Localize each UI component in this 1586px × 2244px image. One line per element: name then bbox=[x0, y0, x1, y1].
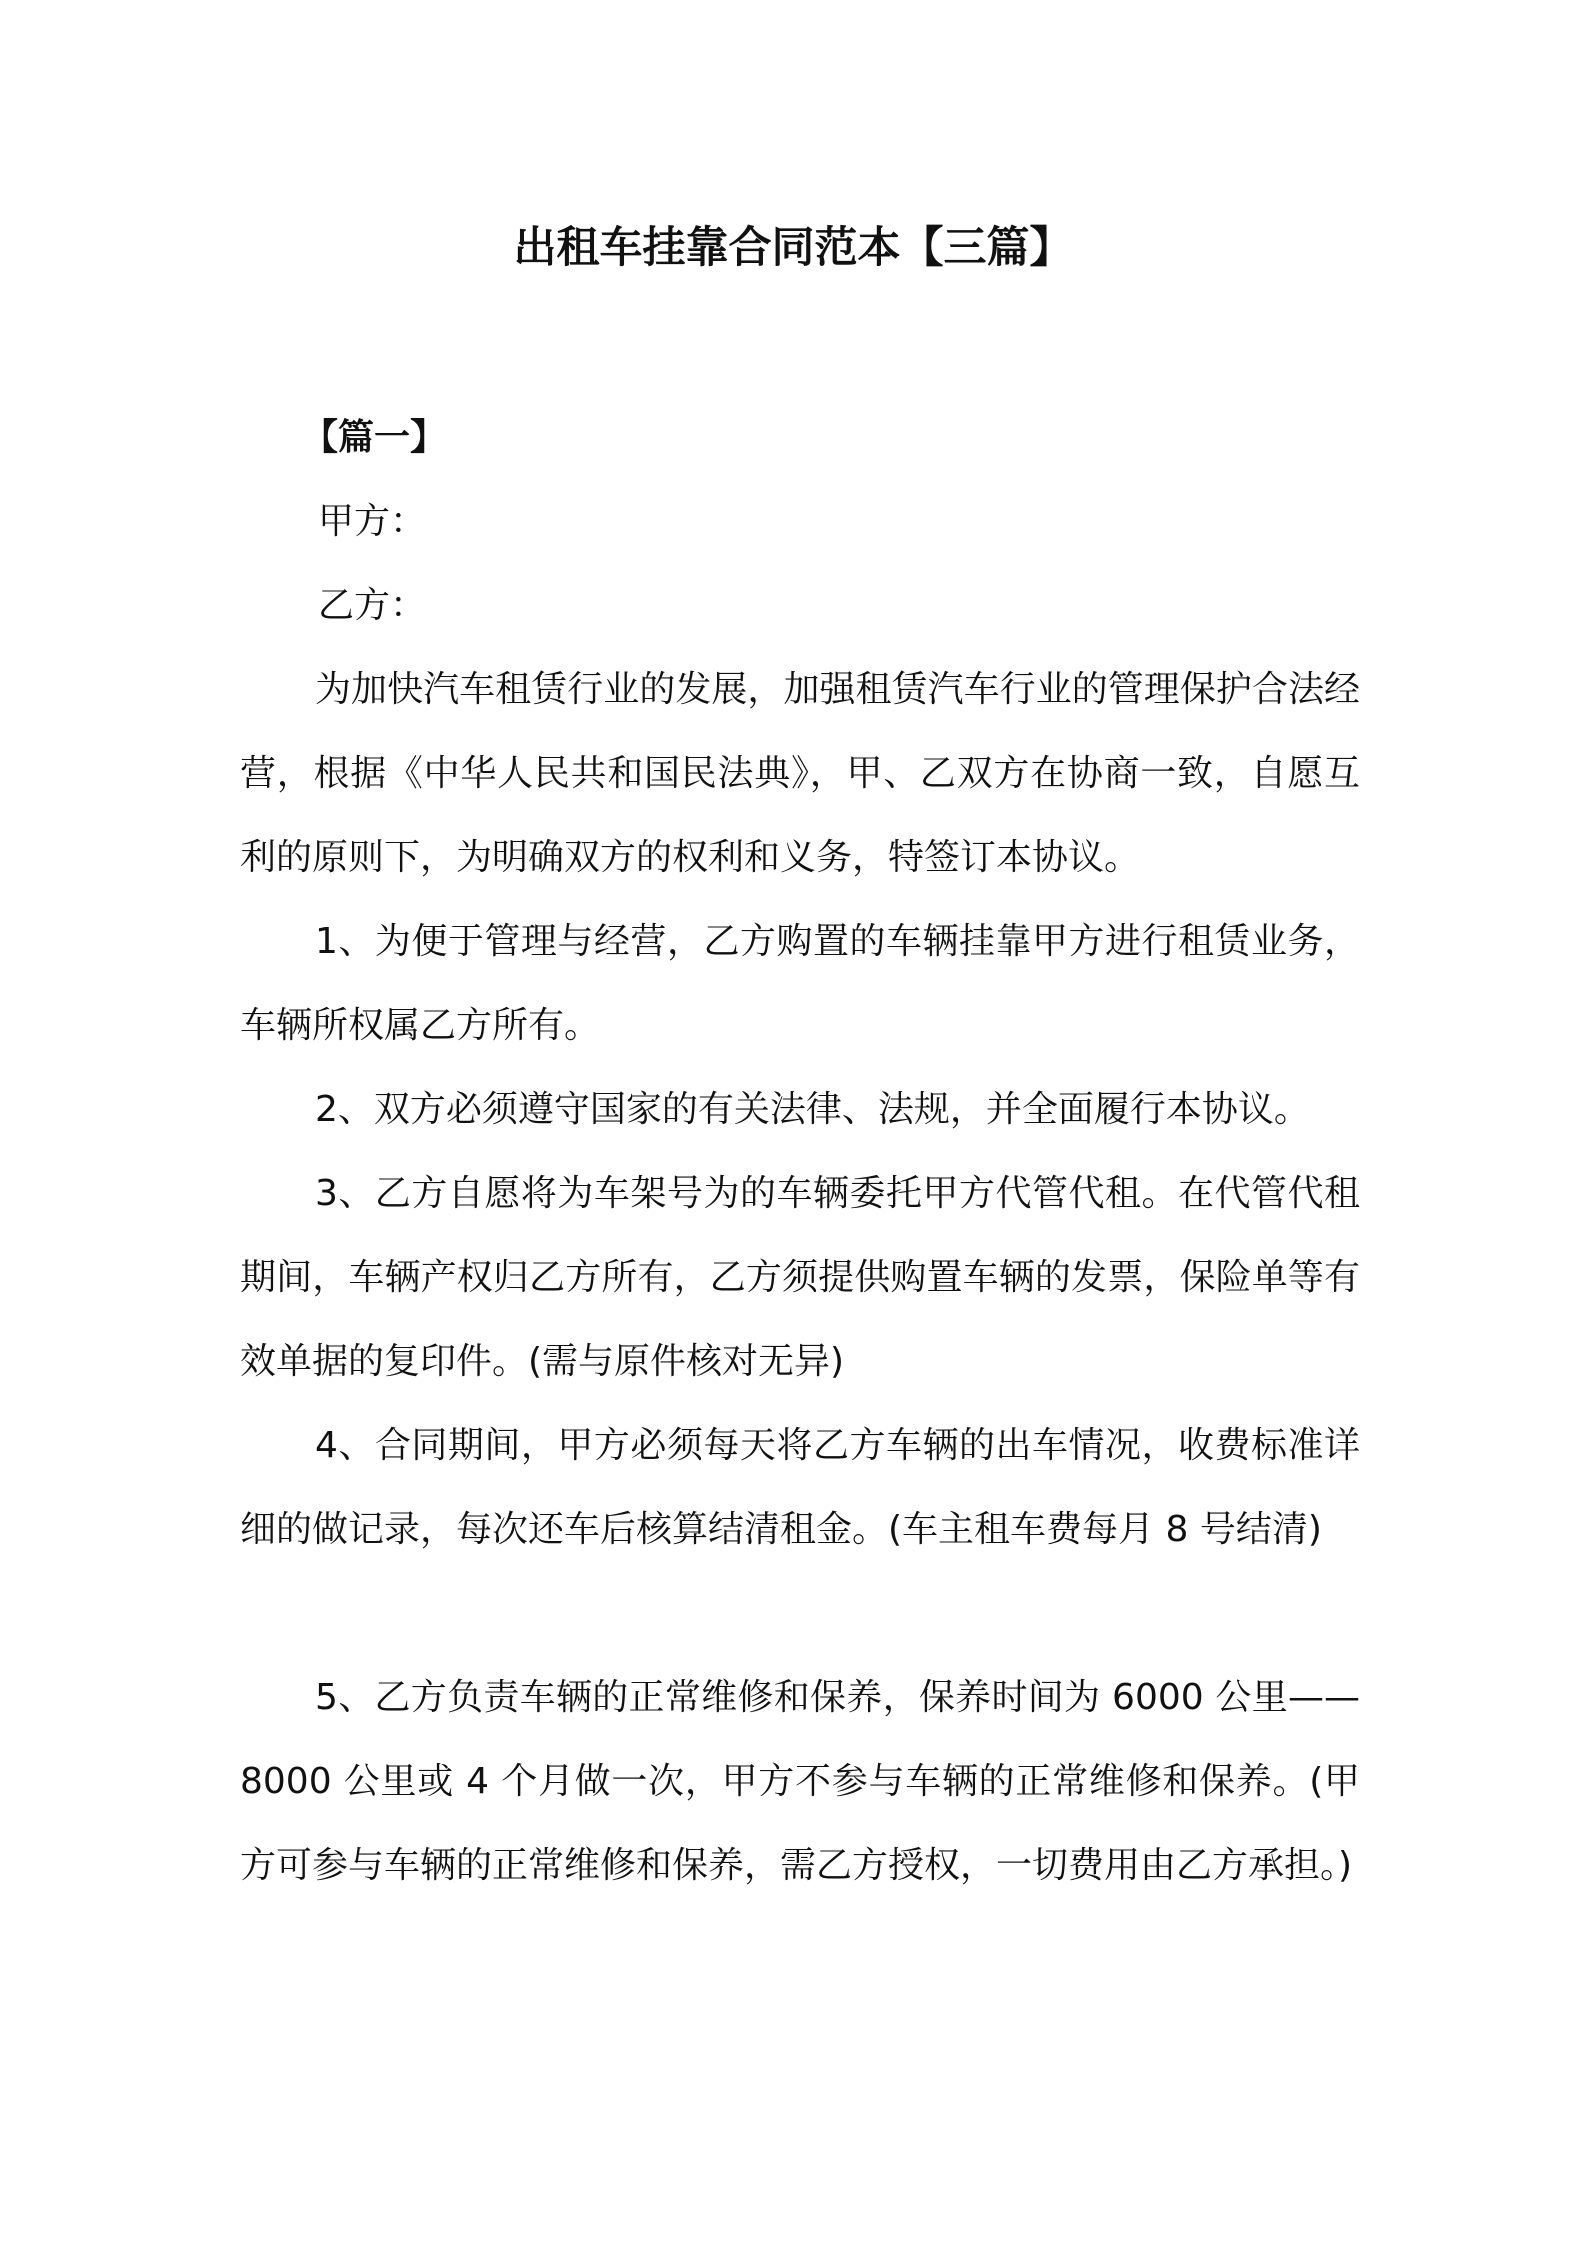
document-title: 出租车挂靠合同范本【三篇】 bbox=[513, 223, 1073, 273]
paragraph-clause-4: 4、合同期间，甲方必须每天将乙方车辆的出车情况，收费标准详细的做记录，每次还车后核算结清租金。(车主租车费每月 8 号结清) bbox=[240, 1425, 1360, 1550]
party-a-label: 甲方： bbox=[318, 501, 427, 542]
paragraph-clause-2: 2、双方必须遵守国家的有关法律、法规，并全面履行本协议。 bbox=[315, 1089, 1310, 1130]
paragraph-clause-1: 1、为便于管理与经营，乙方购置的车辆挂靠甲方进行租赁业务，车辆所权属乙方所有。 bbox=[240, 921, 1360, 1046]
paragraph-clause-5: 5、乙方负责车辆的正常维修和保养，保养时间为 6000 公里——8000 公里或 4 个月做一次，甲方不参与车辆的正常维修和保养。(甲方可参与车辆的正常维修和保养，需乙方授权，一切费用由乙方承担。) bbox=[240, 1677, 1360, 1886]
paragraph-preamble: 为加快汽车租赁行业的发展，加强租赁汽车行业的管理保护合法经营，根据《中华人民共和国民法典》，甲、乙双方在协商一致，自愿互利的原则下，为明确双方的权利和义务，特签订本协议。 bbox=[240, 669, 1360, 878]
party-b-label: 乙方： bbox=[318, 585, 427, 626]
section-heading: 【篇一】 bbox=[302, 417, 447, 458]
paragraph-clause-3: 3、乙方自愿将为车架号为的车辆委托甲方代管代租。在代管代租期间，车辆产权归乙方所有，乙方须提供购置车辆的发票，保险单等有效单据的复印件。(需与原件核对无异) bbox=[240, 1173, 1360, 1382]
